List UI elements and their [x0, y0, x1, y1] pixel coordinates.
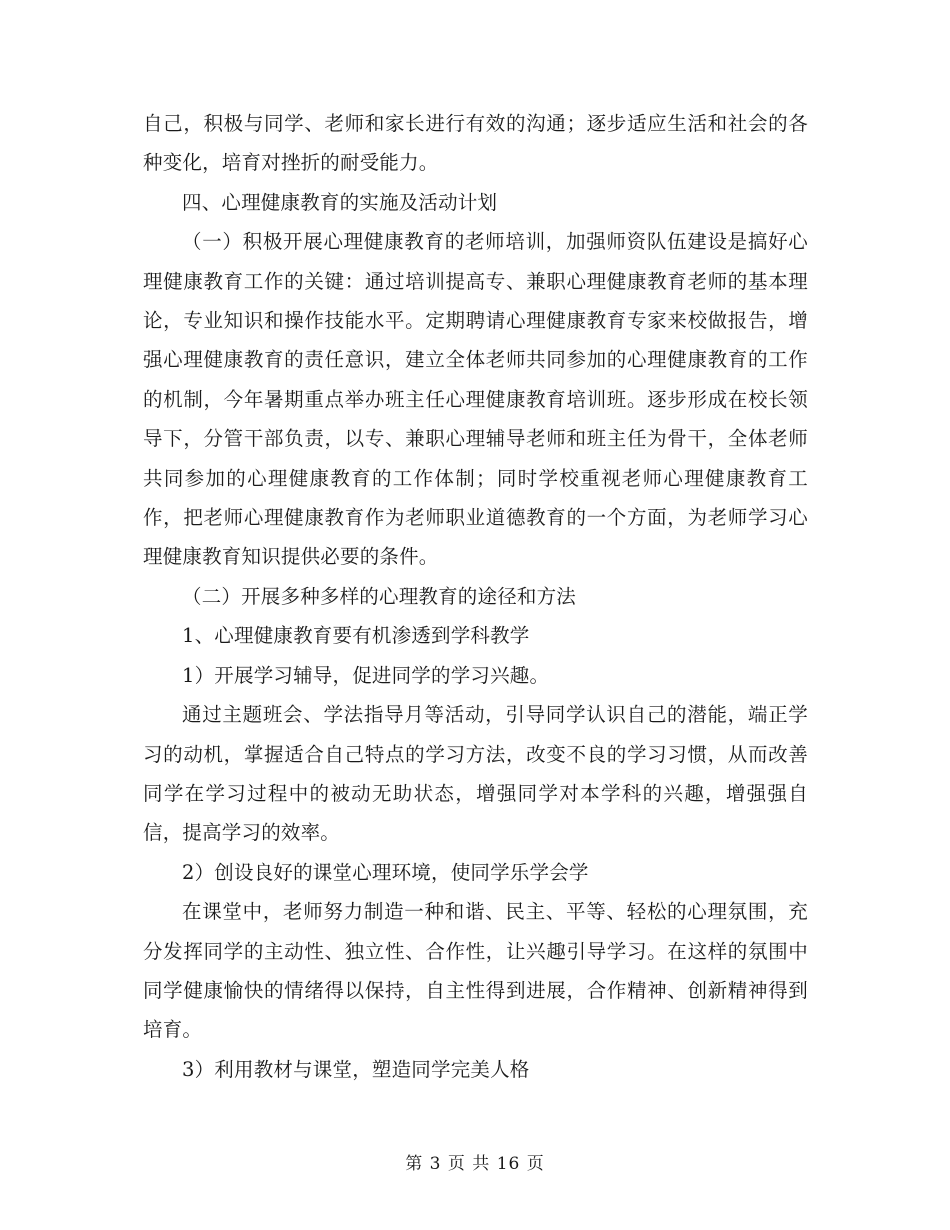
- section-heading: 四、心理健康教育的实施及活动计划: [182, 190, 498, 214]
- page-number: 第 3 页 共 16 页: [405, 1154, 545, 1174]
- paragraph: 自己，积极与同学、老师和家长进行有效的沟通；逐步适应生活和社会的各种变化，培育对挫折的耐受能力。: [143, 112, 808, 175]
- page-footer: [0, 1152, 950, 1176]
- paragraph: （一）积极开展心理健康教育的老师培训，加强师资队伍建设是搞好心理健康教育工作的关键：通过培训提高专、兼职心理健康教育老师的基本理论，专业知识和操作技能水平。定期聘请心理健康教育专家来校做报告，增强心理健康教育的责任意识，建立全体老师共同参加的心理健康教育的工作的机制，今年暑期重点举办班主任心理健康教育培训班。逐步形成在校长领导下，分管干部负责，以专、兼职心理辅导老师和班主任为骨干，全体老师共同参加的心理健康教育的工作体制；同时学校重视老师心理健康教育工作，把老师心理健康教育作为老师职业道德教育的一个方面，为老师学习心理健康教育知识提供必要的条件。: [143, 230, 808, 569]
- document-body: [143, 104, 808, 1089]
- paragraph: 在课堂中，老师努力制造一种和谐、民主、平等、轻松的心理氛围，充分发挥同学的主动性、独立性、合作性，让兴趣引导学习。在这样的氛围中同学健康愉快的情绪得以保持，自主性得到进展，合作精神、创新精神得到培育。: [143, 900, 808, 1042]
- paragraph: 通过主题班会、学法指导月等活动，引导同学认识自己的潜能，端正学习的动机，掌握适合自己特点的学习方法，改变不良的学习习惯，从而改善同学在学习过程中的被动无助状态，增强同学对本学科的兴趣，增强强自信，提高学习的效率。: [143, 703, 808, 845]
- subsection-heading: 1、心理健康教育要有机渗透到学科教学: [182, 624, 530, 648]
- list-item-heading: 1）开展学习辅导，促进同学的学习兴趣。: [182, 663, 550, 687]
- subsection-heading: （二）开展多种多样的心理教育的途径和方法: [182, 584, 577, 608]
- list-item-heading: 3）利用教材与课堂，塑造同学完美人格: [182, 1057, 530, 1081]
- list-item-heading: 2）创设良好的课堂心理环境，使同学乐学会学: [182, 860, 589, 884]
